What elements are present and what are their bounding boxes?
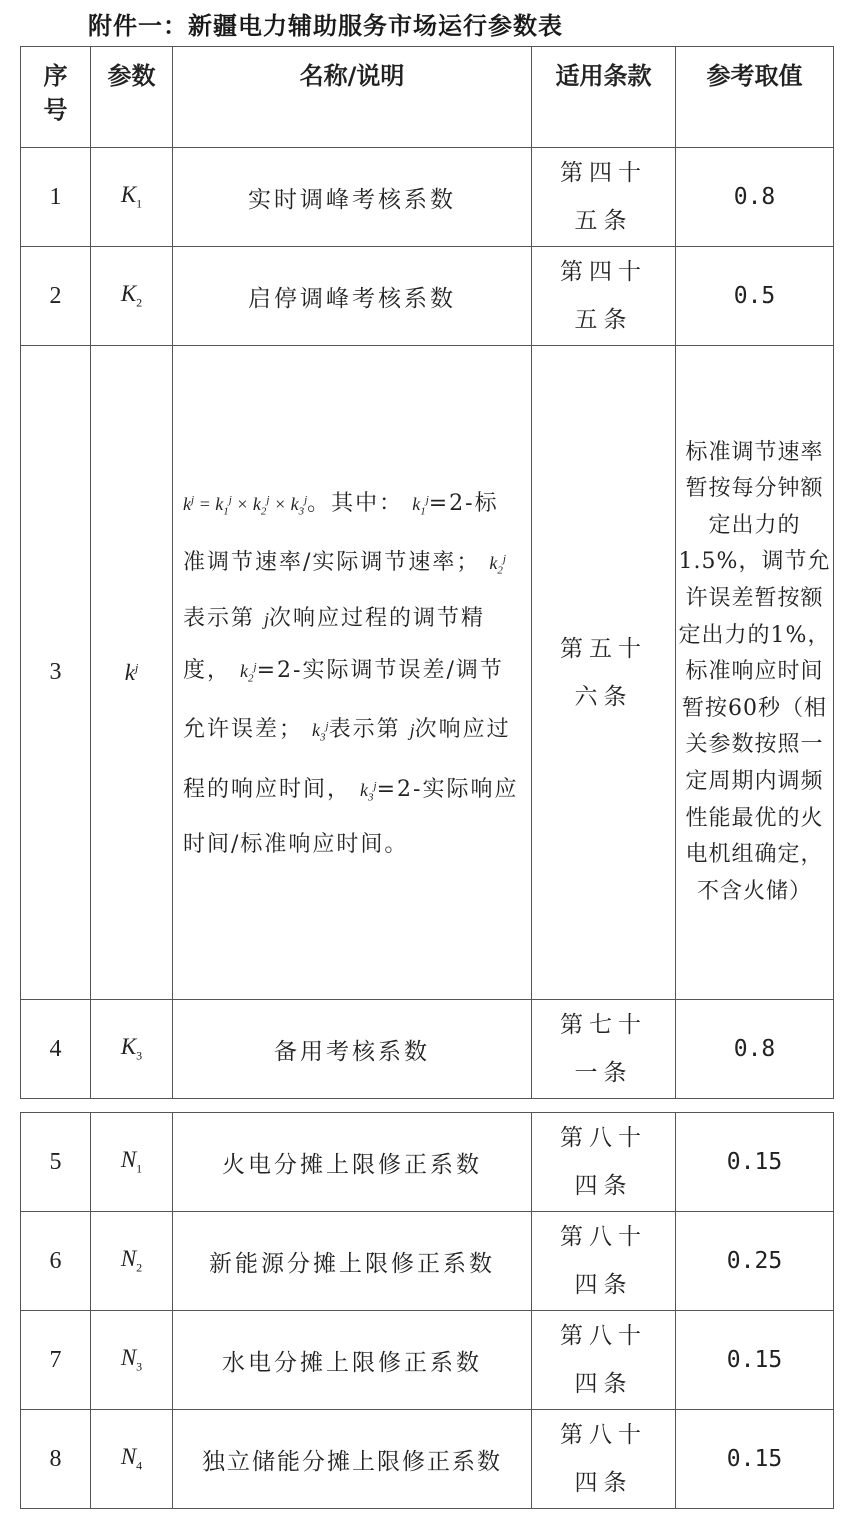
header-param: 参数	[91, 47, 173, 148]
header-name: 名称/说明	[173, 47, 532, 148]
row-value: 0.8	[676, 1000, 834, 1099]
row-description: $k^j = k_1^j \times k_2^j \times k_3^j$。其中： $k_1^j=2-$标准调节速率/实际调节速率； $k_2^j$表示第 j次响应过程的调节精度， $k_2^j=2-$实际调节误差/调节允许误差； $k_3^j$表示第 j次响应过程的响应时间， $k_3^j=2-$实际响应时间/标准响应时间。	[173, 346, 532, 1000]
row-seq: 8	[21, 1410, 91, 1509]
header-row	[21, 47, 834, 148]
header-seq: 序号	[21, 47, 91, 148]
row-clause: 第八十四条	[532, 1113, 676, 1212]
row-name: 启停调峰考核系数	[173, 247, 532, 346]
parameter-table-part2	[20, 1112, 834, 1509]
table-row	[21, 247, 834, 346]
row-seq: 5	[21, 1113, 91, 1212]
table-row	[21, 1410, 834, 1509]
table-row	[21, 1000, 834, 1099]
row-value: 0.15	[676, 1311, 834, 1410]
row-name: 独立储能分摊上限修正系数	[173, 1410, 532, 1509]
row-param: $k^j$	[91, 346, 173, 1000]
table-row	[21, 346, 834, 1000]
row-seq: 2	[21, 247, 91, 346]
row-value: 0.5	[676, 247, 834, 346]
row-value: 0.8	[676, 148, 834, 247]
table-row	[21, 1212, 834, 1311]
row-value: 标准调节速率暂按每分钟额定出力的1.5%，调节允许误差暂按额定出力的1%，标准响应时间暂按60秒（相关参数按照一定周期内调频性能最优的火电机组确定，不含火储）	[676, 346, 834, 1000]
row-clause: 第八十四条	[532, 1212, 676, 1311]
row-param: $N_3$	[91, 1311, 173, 1410]
row-seq: 4	[21, 1000, 91, 1099]
row-param: $K_3$	[91, 1000, 173, 1099]
row-param: $N_2$	[91, 1212, 173, 1311]
row-value: 0.15	[676, 1410, 834, 1509]
row-name: 水电分摊上限修正系数	[173, 1311, 532, 1410]
row-name: 火电分摊上限修正系数	[173, 1113, 532, 1212]
row-name: 备用考核系数	[173, 1000, 532, 1099]
row-name: 实时调峰考核系数	[173, 148, 532, 247]
parameter-table-part1	[20, 46, 834, 1099]
row-value: 0.15	[676, 1113, 834, 1212]
formula: $k^j = k_1^j \times k_2^j \times k_3^j$	[183, 493, 308, 518]
row-seq: 1	[21, 148, 91, 247]
header-clause: 适用条款	[532, 47, 676, 148]
row-seq: 3	[21, 346, 91, 1000]
document-title: 附件一：新疆电力辅助服务市场运行参数表	[88, 12, 563, 40]
row-param: $N_4$	[91, 1410, 173, 1509]
row-name: 新能源分摊上限修正系数	[173, 1212, 532, 1311]
row-clause: 第四十五条	[532, 148, 676, 247]
table-row	[21, 148, 834, 247]
row-clause: 第五十六条	[532, 346, 676, 1000]
row-clause: 第八十四条	[532, 1410, 676, 1509]
table-row	[21, 1113, 834, 1212]
row-seq: 6	[21, 1212, 91, 1311]
row-clause: 第八十四条	[532, 1311, 676, 1410]
row-seq: 7	[21, 1311, 91, 1410]
row-clause: 第七十一条	[532, 1000, 676, 1099]
table-row	[21, 1311, 834, 1410]
row-param: $N_1$	[91, 1113, 173, 1212]
header-value: 参考取值	[676, 47, 834, 148]
row-param: $K_1$	[91, 148, 173, 247]
row-clause: 第四十五条	[532, 247, 676, 346]
row-value: 0.25	[676, 1212, 834, 1311]
row-param: $K_2$	[91, 247, 173, 346]
